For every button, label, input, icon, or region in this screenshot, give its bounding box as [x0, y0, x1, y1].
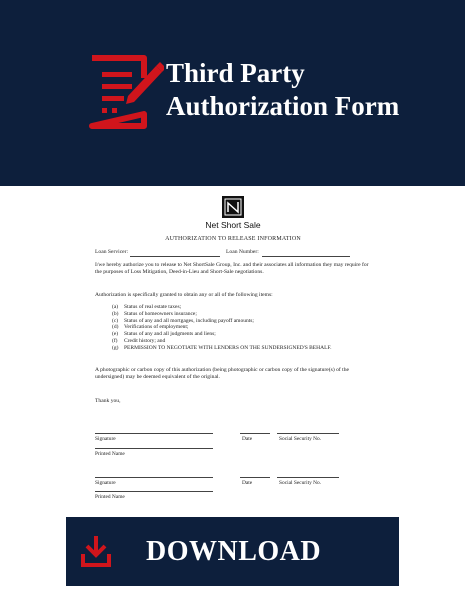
thank-you-text: Thank you, [95, 398, 121, 404]
date-line [240, 433, 270, 434]
list-item: (c) Status of any and all mortgages, including payoff amounts; [112, 317, 254, 324]
list-item: (g) PERMISSION TO NEGOTIATE WITH LENDERS ON THE SUNDERSIGNED'S BEHALF. [112, 344, 332, 351]
list-item: (f) Credit history; and [112, 337, 166, 344]
signature-line [95, 477, 213, 478]
list-item: (d) Verifications of employment; [112, 324, 189, 331]
page-title-line-1: Third Party [166, 58, 305, 88]
brand-name: Net Short Sale [205, 220, 261, 230]
download-button[interactable] [66, 517, 399, 586]
copy-note: A photographic or carbon copy of this authorization (being photographic or carbon copy of the signature(s) of the undersigned) may be deemed equivalent of the original. [95, 367, 349, 380]
signature-label: Signature [95, 436, 116, 442]
list-item: (a) Status of real estate taxes; [112, 304, 182, 310]
list-item: (b) Status of homeowners insurance; [112, 310, 197, 317]
document-edit-icon [86, 52, 164, 132]
printed-name-label: Printed Name [95, 451, 125, 457]
document-heading: AUTHORIZATION TO RELEASE INFORMATION [165, 236, 301, 242]
header-banner [0, 0, 465, 186]
authorization-items [112, 304, 372, 352]
date-label: Date [242, 436, 253, 442]
printed-name-label: Printed Name [95, 494, 125, 500]
loan-servicer-line [130, 256, 220, 257]
form-preview [0, 186, 465, 516]
ssn-label: Social Security No. [279, 436, 322, 442]
authorization-intro: I/we hereby authorize you to release to Net ShortSale Group, Inc. and their associates all information they may require for the purposes of Loss Mitigation, Deed-in-Lieu and Short-Sale negotiations. [95, 262, 369, 275]
page-title-line-2: Authorization Form [166, 91, 400, 121]
date-line [240, 477, 270, 478]
download-label: DOWNLOAD [146, 536, 322, 567]
ssn-line [277, 477, 339, 478]
page-title [166, 57, 456, 123]
net-short-sale-logo-icon [222, 196, 244, 218]
printed-name-line [95, 491, 213, 492]
printed-name-line [95, 448, 213, 449]
authorization-granted: Authorization is specifically granted to obtain any or all of the following items: [95, 292, 273, 298]
loan-number-line [262, 256, 350, 257]
date-label: Date [242, 480, 253, 486]
ssn-label: Social Security No. [279, 480, 322, 486]
signature-label: Signature [95, 480, 116, 486]
download-icon [80, 534, 112, 568]
loan-servicer-label: Loan Servicer: [95, 249, 129, 255]
loan-number-label: Loan Number: [226, 249, 259, 255]
signature-line [95, 433, 213, 434]
ssn-line [277, 433, 339, 434]
list-item: (e) Status of any and all judgments and liens; [112, 331, 216, 338]
